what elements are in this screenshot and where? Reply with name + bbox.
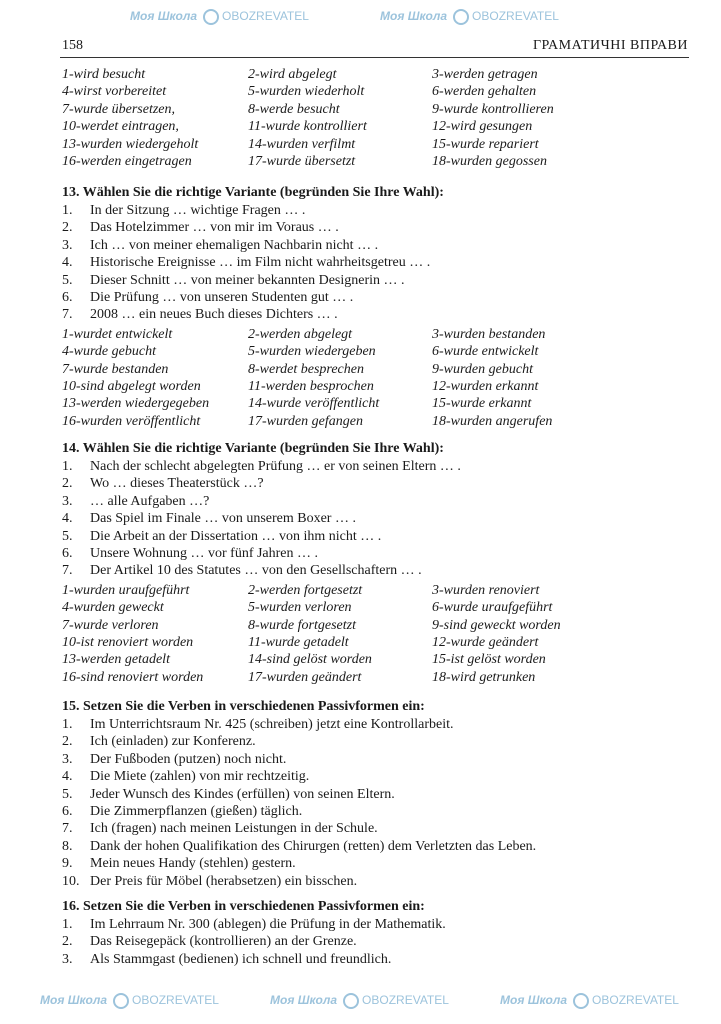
watermark-brand: OBOZREVATEL (362, 993, 449, 1007)
item-number: 2. (62, 934, 73, 950)
exercise-heading: 13. Wählen Sie die richtige Variante (begründen Sie Ihre Wahl): (62, 185, 444, 200)
watermark-brand: OBOZREVATEL (222, 9, 309, 23)
item-number: 7. (62, 821, 73, 837)
answer-option: 5-wurden wiederholt (248, 84, 365, 100)
item-text: Im Unterrichtsraum Nr. 425 (schreiben) jetzt eine Kontrollarbeit. (90, 717, 454, 732)
exercise-heading: 15. Setzen Sie die Verben in verschiedenen Passivformen ein: (62, 699, 425, 714)
item-text: Der Preis für Möbel (herabsetzen) ein bisschen. (90, 873, 358, 889)
watermark (130, 8, 309, 25)
answer-option: 13-werden getadelt (62, 652, 170, 668)
exercise-item (62, 751, 692, 768)
item-number: 7. (62, 307, 73, 323)
answer-option: 18-wird getrunken (432, 669, 536, 685)
answer-option: 18-wurden gegossen (432, 154, 547, 170)
item-number: 4. (62, 769, 73, 785)
answer-option: 11-werden besprochen (248, 379, 374, 395)
exercise-item (62, 873, 692, 890)
answer-option: 14-wurden verfilmt (248, 136, 356, 152)
exercise-item (62, 768, 692, 785)
answer-grid (62, 582, 692, 686)
answer-option: 2-werden fortgesetzt (248, 582, 363, 598)
exercise-items (62, 458, 692, 580)
watermark-school: Моя Школа (270, 993, 338, 1007)
answer-grid (62, 326, 692, 430)
exercise-item (62, 838, 692, 855)
item-number: 5. (62, 272, 73, 288)
exercise-items (62, 716, 692, 890)
item-number: 4. (62, 511, 73, 527)
watermark-logo-icon (573, 993, 589, 1009)
item-text: Das Spiel im Finale … von unserem Boxer … . (90, 511, 356, 527)
header-rule (60, 57, 689, 58)
item-text: Die Arbeit an der Dissertation … von ihm nicht … . (90, 528, 382, 544)
item-number: 10. (62, 873, 80, 889)
watermark-school: Моя Школа (130, 9, 198, 23)
exercise-item (62, 237, 692, 254)
item-number: 3. (62, 493, 73, 509)
item-number: 7. (62, 563, 73, 579)
item-text: … alle Aufgaben …? (90, 493, 210, 509)
exercise-item (62, 528, 692, 545)
item-text: Ich … von meiner ehemaligen Nachbarin nicht … . (90, 237, 379, 253)
answer-option: 15-wurde repariert (432, 136, 539, 152)
item-text: Unsere Wohnung … vor fünf Jahren … . (90, 546, 319, 562)
watermark-brand: OBOZREVATEL (132, 993, 219, 1007)
answer-option: 8-werde besucht (248, 101, 340, 117)
answer-option: 16-wurden veröffentlicht (62, 413, 201, 429)
answer-grid (62, 66, 692, 170)
item-text: Ich (fragen) nach meinen Leistungen in der Schule. (90, 821, 378, 837)
answer-option: 14-wurde veröffentlicht (248, 396, 380, 412)
item-number: 1. (62, 717, 73, 732)
exercise-items (62, 916, 692, 968)
item-text: Der Artikel 10 des Statutes … von den Gesellschaftern … . (90, 563, 422, 579)
exercise-item (62, 562, 692, 579)
answer-option: 5-wurden wiedergeben (248, 344, 376, 360)
exercise-item (62, 716, 692, 733)
item-text: Der Fußboden (putzen) noch nicht. (90, 751, 287, 767)
answer-option: 6-wurde uraufgeführt (432, 600, 553, 616)
running-header: ГРАМАТИЧНІ ВПРАВИ (532, 38, 688, 53)
item-text: Dieser Schnitt … von meiner bekannten Designerin … . (90, 272, 405, 288)
exercise-16 (62, 897, 692, 968)
answer-option: 12-wurde geändert (432, 635, 539, 651)
item-number: 9. (62, 856, 73, 872)
answer-option: 3-werden getragen (432, 67, 538, 82)
item-number: 3. (62, 751, 73, 767)
exercise-item (62, 289, 692, 306)
answer-option: 1-wird besucht (62, 67, 146, 82)
exercise-item (62, 951, 692, 968)
item-text: Jeder Wunsch des Kindes (erfüllen) von seinen Eltern. (90, 786, 395, 802)
answer-option: 15-wurde erkannt (432, 396, 532, 412)
exercise-item (62, 916, 692, 933)
answer-option: 8-wurde fortgesetzt (248, 617, 356, 633)
answer-option: 13-wurden wiedergeholt (62, 136, 199, 152)
exercise-14 (62, 439, 692, 686)
answer-option: 10-sind abgelegt worden (62, 379, 201, 395)
item-text: 2008 … ein neues Buch dieses Dichters … . (90, 307, 338, 323)
item-number: 1. (62, 917, 73, 932)
item-text: Das Hotelzimmer … von mir im Voraus … . (90, 220, 339, 236)
answer-option: 10-werdet eintragen, (62, 119, 179, 135)
answer-option: 17-wurde übersetzt (248, 154, 356, 170)
answer-option: 12-wird gesungen (432, 119, 533, 135)
watermark-logo-icon (453, 9, 469, 25)
item-text: Das Reisegepäck (kontrollieren) an der Grenze. (90, 934, 357, 950)
answer-option: 2-werden abgelegt (248, 326, 353, 342)
answer-option: 9-sind geweckt worden (432, 617, 561, 633)
answer-option: 7-wurde bestanden (62, 361, 169, 377)
item-text: Dank der hohen Qualifikation des Chirurgen (retten) dem Verletzten das Leben. (90, 838, 537, 854)
answer-option: 5-wurden verloren (248, 600, 352, 616)
answer-option: 11-wurde kontrolliert (248, 119, 367, 135)
watermark-logo-icon (113, 993, 129, 1009)
item-number: 2. (62, 734, 73, 750)
answer-option: 13-werden wiedergegeben (62, 396, 210, 412)
item-number: 4. (62, 255, 73, 271)
watermark-logo-icon (203, 9, 219, 25)
exercise-heading: 16. Setzen Sie die Verben in verschiedenen Passivformen ein: (62, 899, 425, 914)
exercise-item (62, 458, 692, 475)
item-text: Die Zimmerpflanzen (gießen) täglich. (90, 804, 303, 820)
exercise-item (62, 733, 692, 750)
exercise-item (62, 545, 692, 562)
answer-option: 9-wurden gebucht (432, 361, 533, 377)
answer-option: 4-wurde gebucht (62, 344, 156, 360)
answers-exercise-12 (62, 66, 692, 170)
answer-option: 3-wurden bestanden (432, 326, 546, 342)
answer-option: 16-werden eingetragen (62, 154, 192, 170)
exercise-item (62, 272, 692, 289)
item-number: 5. (62, 528, 73, 544)
watermark-school: Моя Школа (380, 9, 448, 23)
item-number: 3. (62, 237, 73, 253)
item-text: Mein neues Handy (stehlen) gestern. (90, 856, 296, 872)
watermark-brand: OBOZREVATEL (592, 993, 679, 1007)
watermark-school: Моя Школа (500, 993, 568, 1007)
watermark (40, 992, 219, 1009)
answer-option: 10-ist renoviert worden (62, 635, 194, 651)
answer-option: 7-wurde übersetzen, (62, 101, 176, 117)
answer-option: 7-wurde verloren (62, 617, 159, 633)
item-number: 2. (62, 476, 73, 492)
answer-option: 14-sind gelöst worden (248, 652, 372, 668)
item-text: Ich (einladen) zur Konferenz. (90, 734, 256, 750)
answer-option: 16-sind renoviert worden (62, 669, 204, 685)
answer-option: 15-ist gelöst worden (432, 652, 546, 668)
item-text: Im Lehrraum Nr. 300 (ablegen) die Prüfung in der Mathematik. (90, 917, 446, 932)
watermark-logo-icon (343, 993, 359, 1009)
exercise-item (62, 855, 692, 872)
answer-option: 4-wirst vorbereitet (62, 84, 167, 100)
answer-option: 17-wurden geändert (248, 669, 362, 685)
answer-option: 11-wurde getadelt (248, 635, 349, 651)
item-text: Als Stammgast (bedienen) ich schnell und freundlich. (90, 951, 392, 967)
exercise-item (62, 254, 692, 271)
exercise-item (62, 820, 692, 837)
exercise-item (62, 803, 692, 820)
item-text: Die Miete (zahlen) von mir rechtzeitig. (90, 769, 310, 785)
item-number: 1. (62, 203, 73, 218)
exercise-item (62, 202, 692, 219)
answer-option: 2-wird abgelegt (248, 67, 337, 82)
answer-option: 17-wurden gefangen (248, 413, 363, 429)
item-number: 6. (62, 546, 73, 562)
answer-option: 12-wurden erkannt (432, 379, 539, 395)
item-text: Wo … dieses Theaterstück …? (90, 476, 264, 492)
item-number: 5. (62, 786, 73, 802)
item-number: 1. (62, 459, 73, 474)
answer-option: 4-wurden geweckt (62, 600, 164, 616)
item-text: Nach der schlecht abgelegten Prüfung … er von seinen Eltern … . (90, 459, 461, 474)
item-number: 8. (62, 838, 73, 854)
item-text: Die Prüfung … von unseren Studenten gut … . (90, 290, 354, 306)
exercise-heading: 14. Wählen Sie die richtige Variante (begründen Sie Ihre Wahl): (62, 441, 444, 456)
watermark-school: Моя Школа (40, 993, 108, 1007)
item-number: 2. (62, 220, 73, 236)
item-text: Historische Ereignisse … im Film nicht wahrheitsgetreu … . (90, 255, 431, 271)
watermark (380, 8, 559, 25)
watermark (270, 992, 449, 1009)
answer-option: 9-wurde kontrollieren (432, 101, 554, 117)
exercise-item (62, 786, 692, 803)
answer-option: 8-werdet besprechen (248, 361, 364, 377)
watermark-brand: OBOZREVATEL (472, 9, 559, 23)
answer-option: 6-werden gehalten (432, 84, 537, 100)
exercise-item (62, 510, 692, 527)
exercise-item (62, 933, 692, 950)
answer-option: 18-wurden angerufen (432, 413, 553, 429)
item-number: 6. (62, 290, 73, 306)
watermark (500, 992, 679, 1009)
exercise-item (62, 475, 692, 492)
answer-option: 1-wurden uraufgeführt (62, 582, 190, 598)
answer-option: 6-wurde entwickelt (432, 344, 539, 360)
exercise-items (62, 202, 692, 324)
exercise-item (62, 493, 692, 510)
page-number: 158 (62, 38, 83, 53)
exercise-item (62, 306, 692, 323)
answer-option: 3-wurden renoviert (432, 582, 540, 598)
item-number: 3. (62, 951, 73, 967)
item-text: In der Sitzung … wichtige Fragen … . (90, 203, 306, 218)
exercise-13 (62, 183, 692, 430)
exercise-15 (62, 697, 692, 890)
answer-option: 1-wurdet entwickelt (62, 326, 173, 342)
item-number: 6. (62, 804, 73, 820)
exercise-item (62, 219, 692, 236)
